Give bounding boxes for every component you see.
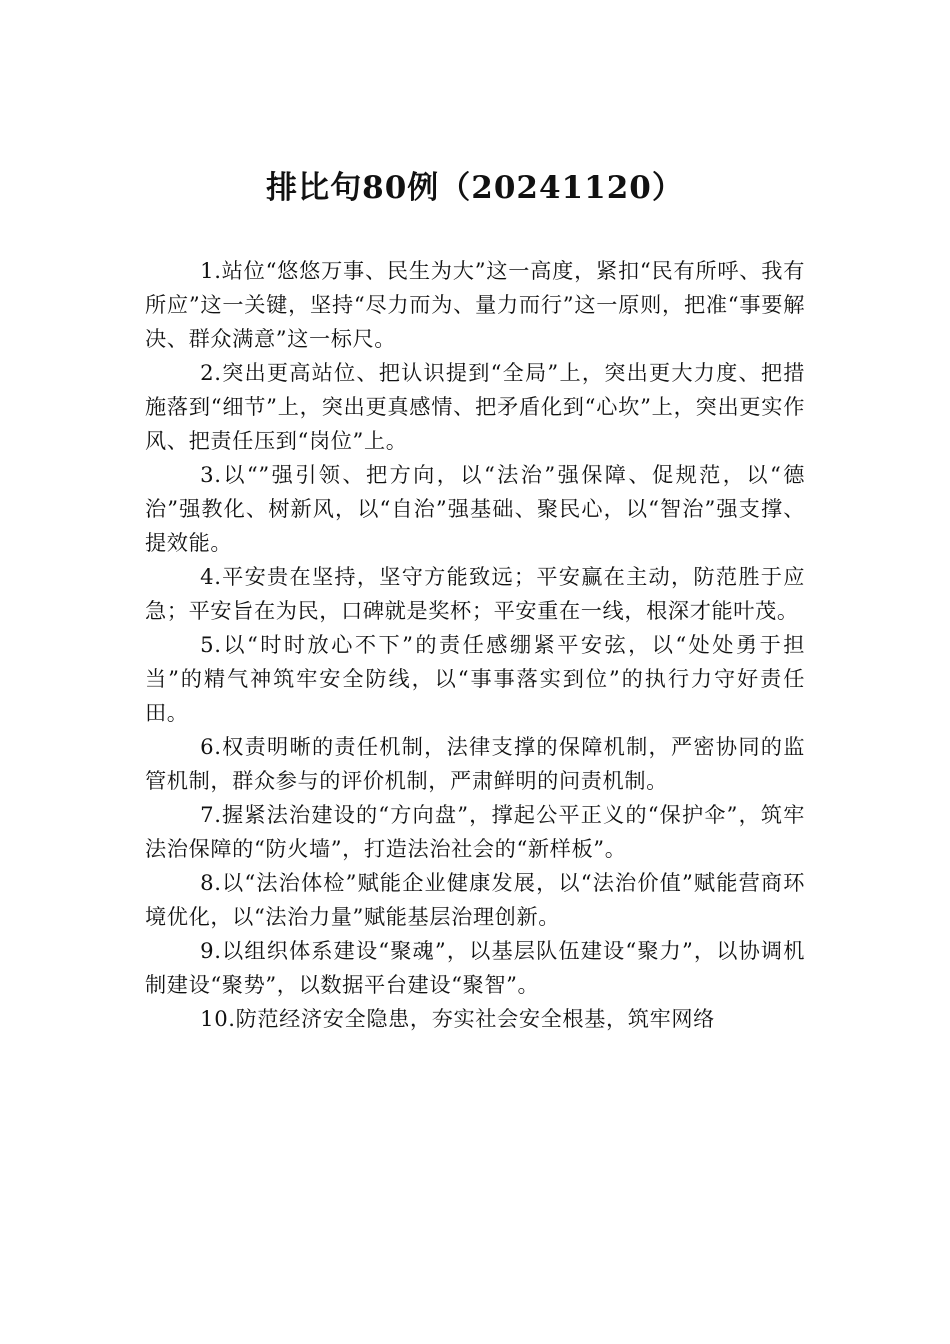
page-title: 排比句80例（20241120） — [266, 170, 684, 206]
document-body — [145, 254, 805, 1036]
paragraph-5: 5.以“时时放心不下”的责任感绷紧平安弦，以“处处勇于担当”的精气神筑牢安全防线，以“事事落实到位”的执行力守好责任田。 — [145, 632, 805, 725]
paragraph-2: 2.突出更高站位、把认识提到“全局”上，突出更大力度、把措施落到“细节”上，突出更真感情、把矛盾化到“心坎”上，突出更实作风、把责任压到“岗位”上。 — [145, 360, 805, 453]
paragraph-3: 3.以“”强引领、把方向，以“法治”强保障、促规范，以“德治”强教化、树新风，以“自治”强基础、聚民心，以“智治”强支撑、提效能。 — [145, 462, 805, 555]
paragraph-4: 4.平安贵在坚持，坚守方能致远；平安赢在主动，防范胜于应急；平安旨在为民，口碑就是奖杯；平安重在一线，根深才能叶茂。 — [145, 564, 805, 623]
paragraph-8: 8.以“法治体检”赋能企业健康发展，以“法治价值”赋能营商环境优化，以“法治力量”赋能基层治理创新。 — [145, 870, 805, 929]
paragraph-7: 7.握紧法治建设的“方向盘”，撑起公平正义的“保护伞”，筑牢法治保障的“防火墙”，打造法治社会的“新样板”。 — [145, 802, 805, 861]
paragraph-1: 1.站位“悠悠万事、民生为大”这一高度，紧扣“民有所呼、我有所应”这一关键，坚持“尽力而为、量力而行”这一原则，把准“事要解决、群众满意”这一标尺。 — [145, 258, 805, 351]
paragraph-6: 6.权责明晰的责任机制，法律支撑的保障机制，严密协同的监管机制，群众参与的评价机制，严肃鲜明的问责机制。 — [145, 734, 805, 793]
paragraph-10: 10.防范经济安全隐患，夯实社会安全根基，筑牢网络 — [200, 1006, 715, 1031]
paragraph-9: 9.以组织体系建设“聚魂”，以基层队伍建设“聚力”，以协调机制建设“聚势”，以数据平台建设“聚智”。 — [145, 938, 805, 997]
